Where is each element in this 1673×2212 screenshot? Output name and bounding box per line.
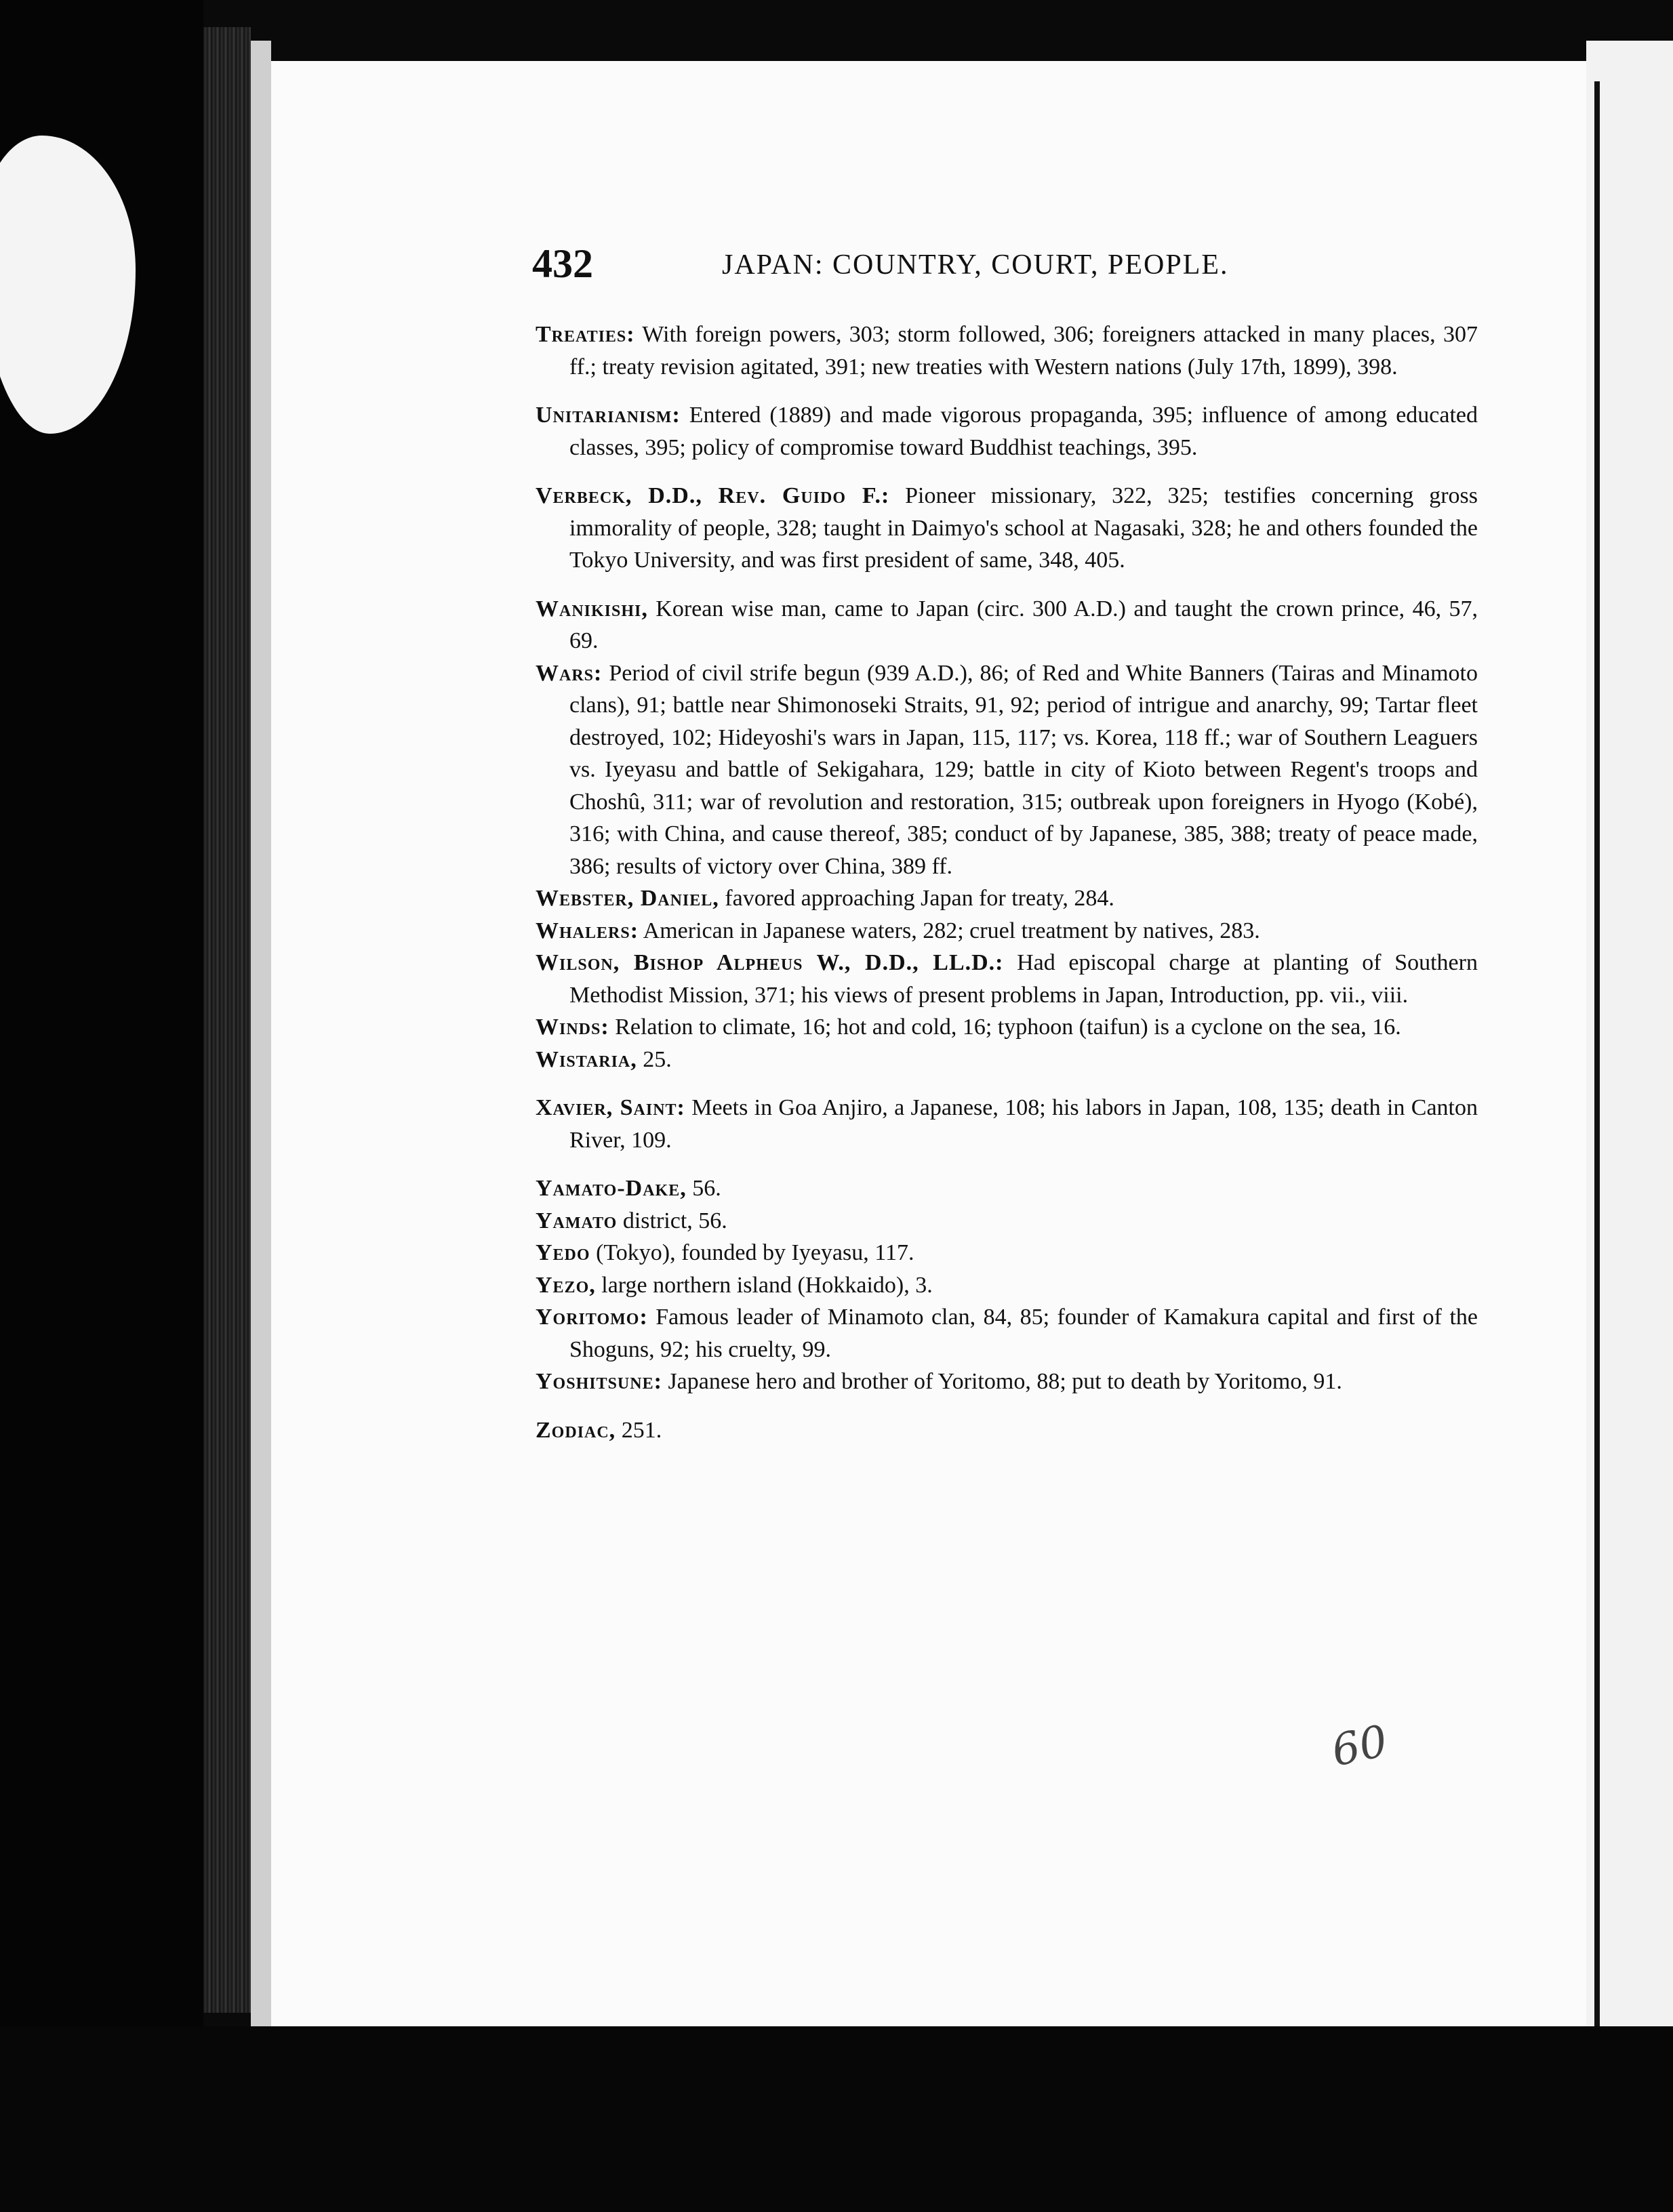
page-gutter-line: [1594, 81, 1600, 2047]
entry-text: 25.: [637, 1046, 672, 1072]
entry-heading: Yamato: [536, 1208, 618, 1233]
entry-heading: Yedo: [536, 1240, 590, 1265]
book-spine: [203, 27, 251, 2013]
entry-text: (Tokyo), founded by Iyeyasu, 117.: [590, 1240, 914, 1265]
entry-text: Pioneer missionary, 322, 325; testifies concerning gross immorality of people, 328; taught in Daimyo's school at Nagasaki, 328; he and others founded the Tokyo University, and was first president of same, 348, 405.: [569, 483, 1478, 573]
entry-text: Relation to climate, 16; hot and cold, 16; typhoon (taifun) is a cyclone on the sea, 16.: [609, 1015, 1401, 1040]
entry-text: Had episcopal charge at planting of Southern Methodist Mission, 371; his views of present problems in Japan, Introduction, pp. vii., viii.: [569, 950, 1478, 1008]
index-entry: [536, 1414, 1478, 1447]
index-entry: [536, 1092, 1478, 1156]
entry-heading: Verbeck, D.D., Rev. Guido F.:: [536, 483, 890, 508]
index-entry: [536, 882, 1478, 915]
entry-heading: Wanikishi,: [536, 596, 648, 621]
running-title: JAPAN: COUNTRY, COURT, PEOPLE.: [722, 249, 1229, 281]
entry-heading: Yezo,: [536, 1272, 596, 1298]
entry-text: large northern island (Hokkaido), 3.: [595, 1272, 933, 1298]
index-entry: [536, 1237, 1478, 1269]
index-entry: [536, 1172, 1478, 1205]
entry-heading: Yamato-Dake,: [536, 1176, 687, 1201]
page-header: [532, 241, 1315, 288]
index-entry: [536, 593, 1478, 657]
index-entry: [536, 399, 1478, 464]
entry-text: 251.: [616, 1417, 662, 1443]
entry-text: American in Japanese waters, 282; cruel treatment by natives, 283.: [639, 918, 1260, 943]
scan-bottom-margin: [0, 2026, 1673, 2212]
entry-heading: Wars:: [536, 660, 603, 686]
entry-text: 56.: [686, 1176, 721, 1201]
index-entry: [536, 1366, 1478, 1398]
entry-text: Period of civil strife begun (939 A.D.), 86; of Red and White Banners (Tairas and Minamoto clans), 91; battle near Shimonoseki Straits, 91, 92; period of intrigue and anarchy, 99; Tartar fleet destroyed, 102; Hideyoshi's wars in Japan, 115, 117; vs. Korea, 118 ff.; war of Southern Leaguers vs. Iyeyasu and battle of Sekigahara, 129; battle in city of Kioto between Regent's troops and Choshû, 311; war of revolution and restoration, 315; outbreak upon foreigners in Hyogo (Kobé), 316; with China, and cause thereof, 385; conduct of by Japanese, 385, 388; treaty of peace made, 386; results of victory over China, 389 ff.: [569, 660, 1478, 879]
entry-heading: Xavier, Saint:: [536, 1095, 685, 1120]
index-list: [536, 319, 1478, 1446]
entry-text: Korean wise man, came to Japan (circ. 300 A.D.) and taught the crown prince, 46, 57, 69.: [569, 596, 1478, 653]
index-entry: [536, 480, 1478, 577]
page-number: 432: [532, 241, 593, 286]
entry-heading: Unitarianism:: [536, 403, 681, 428]
index-entry: [536, 1044, 1478, 1076]
index-entry: [536, 1269, 1478, 1302]
index-entry: [536, 657, 1478, 883]
entry-text: Famous leader of Minamoto clan, 84, 85; founder of Kamakura capital and first of the Shoguns, 92; his cruelty, 99.: [569, 1305, 1478, 1362]
entry-heading: Yoritomo:: [536, 1305, 648, 1330]
index-entry: [536, 1011, 1478, 1044]
entry-text: favored approaching Japan for treaty, 284.: [719, 886, 1114, 911]
index-entry: [536, 1205, 1478, 1237]
handwritten-annotation: 60: [1327, 1716, 1392, 1777]
index-entry: [536, 947, 1478, 1011]
page-edge: [251, 41, 271, 2026]
entry-text: district, 56.: [617, 1208, 727, 1233]
entry-heading: Treaties:: [536, 322, 635, 347]
index-entry: [536, 915, 1478, 947]
entry-heading: Winds:: [536, 1015, 609, 1040]
entry-heading: Zodiac,: [536, 1417, 616, 1443]
entry-text: Japanese hero and brother of Yoritomo, 88; put to death by Yoritomo, 91.: [662, 1369, 1342, 1394]
entry-heading: Webster, Daniel,: [536, 886, 719, 911]
entry-text: With foreign powers, 303; storm followed, 306; foreigners attacked in many places, 307 ff.; treaty revision agitated, 391; new treaties with Western nations (July 17th, 1899), 398.: [569, 322, 1478, 380]
index-entry: [536, 1301, 1478, 1366]
entry-heading: Yoshitsune:: [536, 1369, 662, 1394]
entry-heading: Whalers:: [536, 918, 639, 943]
index-entry: [536, 319, 1478, 383]
entry-text: Entered (1889) and made vigorous propaganda, 395; influence of among educated classes, 395; policy of compromise toward Buddhist teachings, 395.: [569, 403, 1478, 460]
entry-heading: Wilson, Bishop Alpheus W., D.D., LL.D.:: [536, 950, 1004, 975]
entry-heading: Wistaria,: [536, 1046, 637, 1072]
entry-text: Meets in Goa Anjiro, a Japanese, 108; his labors in Japan, 108, 135; death in Canton River, 109.: [569, 1095, 1478, 1153]
